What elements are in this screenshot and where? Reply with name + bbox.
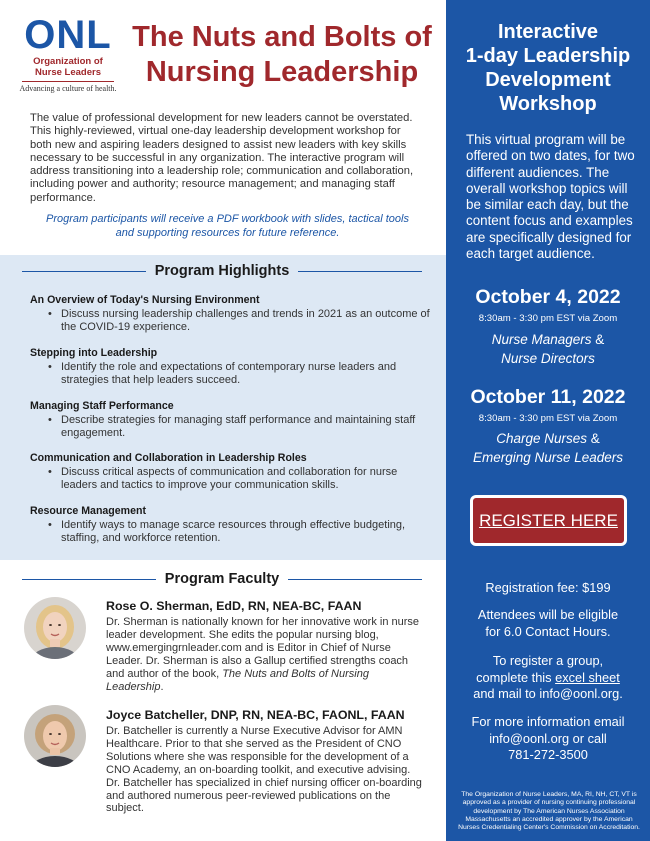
faculty-photo-batcheller [24, 705, 86, 767]
intro-paragraph: The value of professional development for new leaders cannot be overstated. This highly-reviewed, virtual one-day leadership development workshop for both new and aspiring leaders designed to assist new leaders with key skills necessary to be successful in any organization. The interactive program will address transitioning into a leadership role; communication and collaboration, including power and authority; resource management; and managing staff performance. [30, 112, 414, 204]
highlight-topic-title: Managing Staff Performance [30, 400, 174, 412]
portrait-icon [24, 705, 86, 767]
faculty-name: Rose O. Sherman, EdD, RN, NEA-BC, FAAN [106, 599, 362, 613]
faculty-name: Joyce Batcheller, DNP, RN, NEA-BC, FAONL, FAAN [106, 708, 405, 722]
page-title-line2: Nursing Leadership [145, 56, 419, 88]
excel-sheet-link[interactable]: excel sheet [555, 669, 620, 685]
contact-hours [446, 607, 650, 640]
logo-org-line2: Nurse Leaders [34, 67, 101, 78]
workshop-title-line: Interactive [497, 21, 599, 43]
workshop-title-line: 1-day Leadership [465, 45, 631, 67]
contact-line1: For more information email [471, 714, 625, 729]
logo-org-line1: Organization of [33, 56, 103, 67]
contact-hours-line1: Attendees will be eligible [477, 607, 619, 622]
faculty-book-title: The Nuts and Bolts of Nursing Leadership [106, 667, 369, 693]
heading-rule-right [298, 271, 422, 272]
highlight-topic-bullet: • Discuss critical aspects of communication and collaboration for nurse leaders and tactics to improve your communication skills. [30, 466, 430, 492]
highlights-heading-text: Program Highlights [154, 263, 290, 279]
highlight-topic [30, 294, 430, 334]
audience-secondary: Emerging Nurse Leaders [472, 450, 624, 465]
accreditation-statement: The Organization of Nurse Leaders, MA, RI, NH, CT, VT is approved as a provider of nursing continuing professional development by The American Nurses Association Massachusetts an accredited approver by the American Nurses Credentialing Center's Commission on Accreditation. [458, 791, 640, 832]
program-description: This virtual program will be offered on two dates, for two different audiences. The overall workshop topics will be similar each day, but the content focus and examples are specifically designed for each target audience. [466, 132, 635, 262]
highlight-topic [30, 400, 430, 440]
registration-fee: Registration fee: $199 [485, 580, 611, 595]
logo-tagline: Advancing a culture of health. [19, 84, 117, 93]
logo-mark: ONL [24, 13, 112, 57]
contact-hours-line2: for 6.0 Contact Hours. [485, 623, 611, 639]
audience-amp: & [587, 431, 600, 446]
audience-secondary: Nurse Directors [501, 351, 595, 366]
page-title-line1: The Nuts and Bolts of [132, 21, 432, 53]
audience-amp: & [591, 332, 605, 347]
faculty-heading [22, 569, 422, 589]
session-audience [446, 429, 650, 467]
faculty-bio-text: Dr. Sherman is nationally known for her innovative work in nurse leader development. She edits the popular nursing blog, www.emergingrnleader.com and is Editor in Chief of Nurse Leader. Dr. Sherman is also a Gallup certified strengths coach and author of the book, [106, 616, 420, 680]
highlights-heading [22, 261, 422, 281]
workbook-note: Program participants will receive a PDF workbook with slides, tactical tools and supporting resources for future reference. [46, 213, 409, 239]
session-date: October 4, 2022 [475, 286, 621, 308]
highlight-topic [30, 452, 430, 492]
highlight-topic-title: Communication and Collaboration in Leadership Roles [30, 452, 307, 464]
highlight-topic-title: Resource Management [30, 505, 146, 517]
page-title [122, 20, 442, 90]
group-line3: and mail to info@oonl.org. [473, 686, 623, 702]
workshop-title-line: Development [485, 69, 611, 91]
session-time: 8:30am - 3:30 pm EST via Zoom [478, 413, 618, 424]
workshop-title [446, 20, 650, 116]
portrait-icon [24, 597, 86, 659]
contact-line2: info@oonl.org or call [489, 730, 607, 746]
highlight-topic-bullet: • Identify the role and expectations of contemporary nurse leaders and strategies that help leaders succeed. [30, 361, 430, 387]
register-button[interactable]: REGISTER HERE [470, 495, 627, 546]
group-line1: To register a group, [492, 653, 604, 668]
workshop-title-line: Workshop [499, 93, 597, 115]
highlight-topic [30, 505, 430, 545]
onl-logo [18, 13, 118, 93]
sidebar-panel [446, 0, 650, 841]
contact-phone: 781-272-3500 [508, 747, 588, 763]
highlight-topic-bullet: • Discuss nursing leadership challenges and trends in 2021 as an outcome of the COVID-19 experience. [30, 308, 430, 334]
session-date: October 11, 2022 [470, 386, 626, 408]
audience-primary: Nurse Managers [491, 332, 592, 347]
faculty-bio-end: . [160, 680, 164, 693]
heading-rule-left [22, 271, 146, 272]
heading-rule-right [288, 579, 422, 580]
group-registration [446, 653, 650, 703]
highlight-topic-title: Stepping into Leadership [30, 347, 158, 359]
faculty-bio [106, 616, 424, 693]
highlight-topic-bullet: • Describe strategies for managing staff performance and maintaining staff engagement. [30, 414, 430, 440]
logo-divider [22, 81, 114, 82]
highlight-topic-title: An Overview of Today's Nursing Environment [30, 294, 260, 306]
audience-primary: Charge Nurses [496, 431, 588, 446]
session-time: 8:30am - 3:30 pm EST via Zoom [478, 313, 618, 324]
heading-rule-left [22, 579, 156, 580]
contact-info [446, 714, 650, 764]
highlight-topic-bullet: • Identify ways to manage scarce resources through effective budgeting, staffing, and workforce retention. [30, 519, 430, 545]
highlight-topic [30, 347, 430, 387]
faculty-bio: Dr. Batcheller is currently a Nurse Executive Advisor for AMN Healthcare. Prior to that she served as the President of CNO Solutions where she was responsible for the development of a CNO Academy, an on-boarding toolkit, and executive advising. Dr. Batcheller has specialized in chief nursing officer on-boarding and authored numerous peer-reviewed publications on the subject. [106, 725, 422, 815]
group-line2: complete this [476, 669, 556, 685]
session-audience [446, 330, 650, 368]
faculty-heading-text: Program Faculty [164, 571, 280, 587]
logo-org-name [18, 56, 118, 78]
faculty-photo-sherman [24, 597, 86, 659]
